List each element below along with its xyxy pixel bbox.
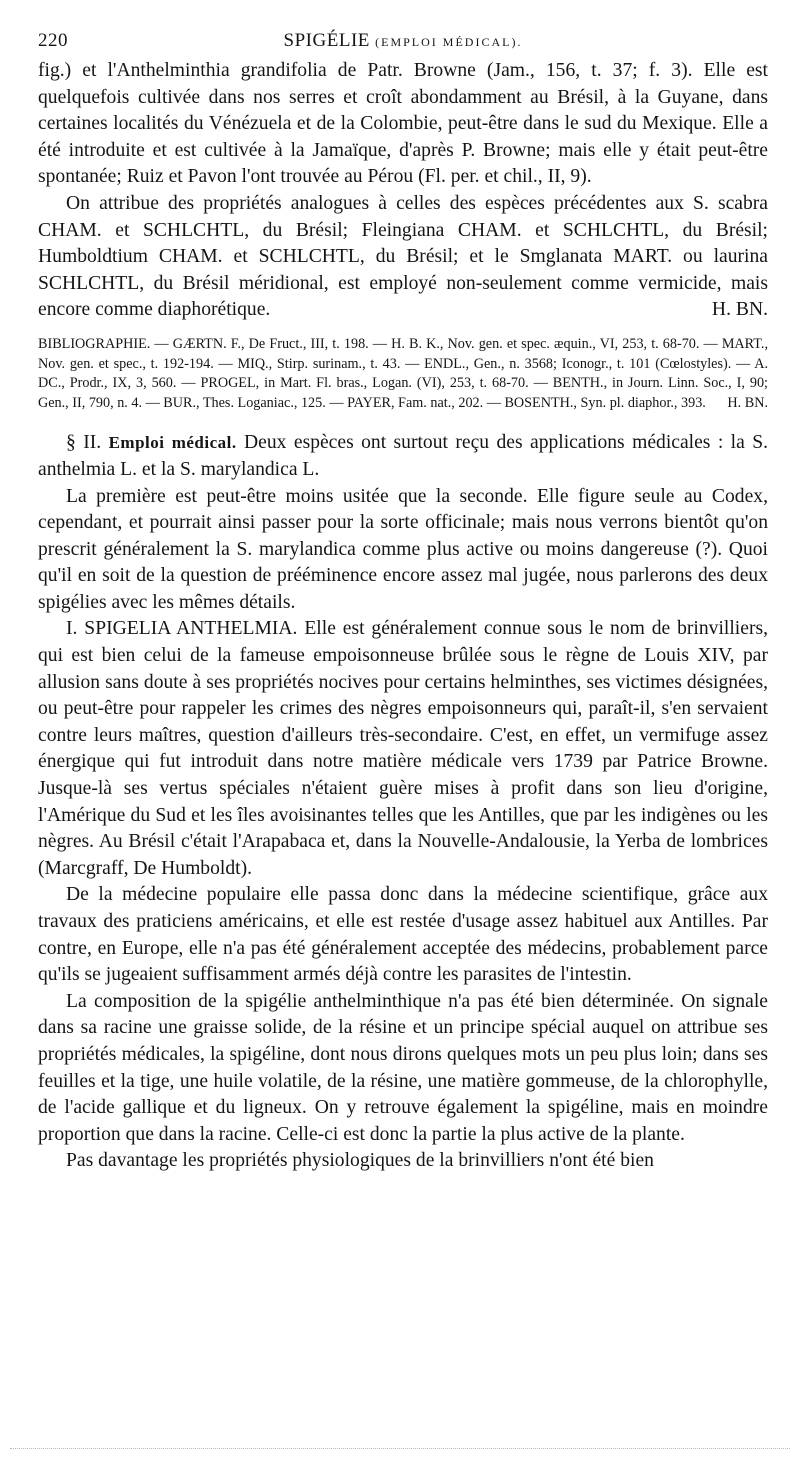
running-header <box>38 22 768 58</box>
intro-paragraph-2-text: On attribue des propriétés analogues à celles des espèces précédentes aux S. scabra CHAM. et SCHLCHTL, du Brésil; Fleingiana CHAM. et SCHLCHTL, du Brésil; Humboldtium CHAM. et SCHLCHTL, du Brésil; et le Smglanata MART. ou laurina SCHLCHTL, du Brésil méridional, est employé non-seulement comme vermicide, mais encore comme diaphorétique. <box>38 192 768 321</box>
running-title <box>38 30 768 52</box>
section-paragraph-1-text: Deux espèces ont surtout reçu des applications médicales : la S. anthelmia L. et la S. marylandica L. <box>38 432 768 480</box>
section-number: § II. <box>66 432 102 454</box>
intro-paragraph-2 <box>38 191 768 324</box>
bibliography-text: BIBLIOGRAPHIE. — GÆRTN. F., De Fruct., III, t. 198. — H. B. K., Nov. gen. et spec. æquin., VI, 253, t. 68-70. — MART., Nov. gen. et spec., t. 192-194. — MIQ., Stirp. surinam., t. 43. — ENDL., Gen., n. 3568; Iconogr., t. 101 (Cœlostyles). — A. DC., Prodr., IX, 3, 560. — PROGEL, in Mart. Fl. bras., Logan. (VI), 253, t. 68-70. — BENTH., in Journ. Linn. Soc., I, 90; Gen., II, 790, n. 4. — BUR., Thes. Loganiac., 125. — PAYER, Fam. nat., 202. — BOSENTH., Syn. pl. diaphor., 393. <box>38 335 768 411</box>
section-paragraph-5: La composition de la spigélie anthelminthique n'a pas été bien déterminée. On signale dans sa racine une graisse solide, de la résine et un principe spécial auquel on attribue ses propriétés médicales, la spigéline, dont nous dirons quelques mots un peu plus loin; dans ses feuilles et la tige, une huile volatile, de la résine, une matière gommeuse, de la chlorophylle, de l'acide gallique et du ligneux. On y retrouve également la spigéline, mais en moindre proportion que dans la racine. Celle-ci est donc la partie la plus active de la plante. <box>38 990 768 1145</box>
running-title-subtitle: (EMPLOI MÉDICAL). <box>375 35 523 49</box>
author-signature: H. BN. <box>711 299 768 321</box>
section-paragraph-3: I. SPIGELIA ANTHELMIA. Elle est généralement connue sous le nom de brinvilliers, qui est bien celui de la fameuse empoisonneuse brûlée sous le règne de Louis XIV, par allusion sans doute à ses propriétés nocives pour certains helminthes, ses victimes désignées, ou peut-être pour rappeler les crimes des nègres empoisonneurs qui, paraît-il, s'en servaient contre leurs maîtres, question d'ailleurs très-secondaire. C'est, en effet, un vermifuge assez énergique qui fut introduit dans notre matière médicale vers 1739 par Patrice Browne. Jusque-là ses vertus spéciales n'étaient guère mises à profit dans son lieu d'origine, l'Amérique du Sud et les îles avoisinantes telles que les Antilles, que par les indigènes ou les nègres. Au Brésil c'était l'Arapabaca et, dans la Nouvelle-Andalousie, la Yerba de lombrices (Marcgraff, De Humboldt). <box>38 618 768 879</box>
intro-paragraph-1: fig.) et l'Anthelminthia grandifolia de Patr. Browne (Jam., 156, t. 37; f. 3). Elle est quelquefois cultivée dans nos serres et croît abondamment au Brésil, à la Guyane, dans certaines localités du Vénézuela et de la Colombie, peut-être dans le sud du Mexique. Elle a été introduite et est cultivée à la Jamaïque, d'après P. Browne; mais elle y était peut-être spontanée; Ruiz et Pavon l'ont trouvée au Pérou (Fl. per. et chil., II, 9). <box>38 60 768 188</box>
section-paragraph-1 <box>38 430 768 483</box>
running-title-main: SPIGÉLIE <box>283 30 370 51</box>
section-paragraph-2: La première est peut-être moins usitée que la seconde. Elle figure seule au Codex, cependant, et pourrait ainsi passer pour la sorte officinale; mais nous verrons bientôt qu'on prescrit généralement la S. marylandica comme plus active ou moins dangereuse (?). Quoi qu'il en soit de la question de prééminence encore assez mal jugée, nous parlerons des deux spigélies avec les mêmes détails. <box>38 485 768 613</box>
section-paragraph-4: De la médecine populaire elle passa donc dans la médecine scientifique, grâce aux travaux des praticiens américains, et elle est restée d'usage assez habituel aux Antilles. Par contre, en Europe, elle n'a pas été généralement acceptée des médecins, probablement parce qu'ils se jugeaient suffisamment armés déjà contre les parasites de l'intestin. <box>38 884 768 986</box>
bottom-edge-divider <box>10 1448 790 1450</box>
intro-block <box>38 58 768 324</box>
page-number: 220 <box>38 30 68 51</box>
section-emploi-medical <box>38 430 768 1175</box>
section-paragraph-6: Pas davantage les propriétés physiologiques de la brinvilliers n'ont été bien <box>66 1150 654 1172</box>
page <box>38 22 768 1175</box>
section-heading: Emploi médical. <box>108 433 237 453</box>
bibliography-signature: H. BN. <box>727 394 768 411</box>
bibliography <box>38 335 768 413</box>
